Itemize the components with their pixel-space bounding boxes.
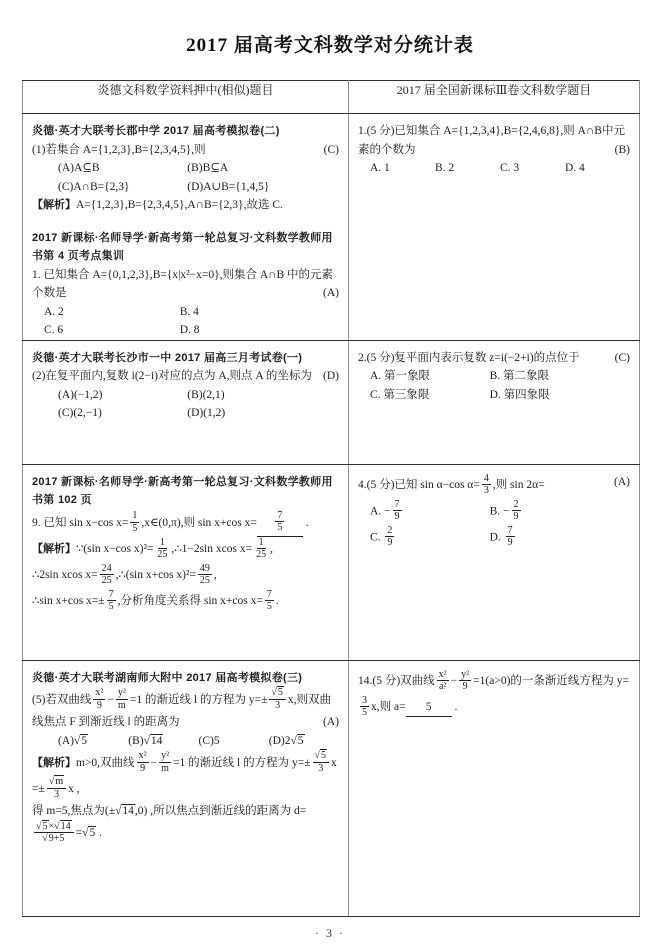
text-line: 2017 新课标·名师导学·新高考第一轮总复习·文科数学教师用书第 4 页考点集训 [32,231,333,262]
text-line: ∴2sin xcos x= $\frac{24}{25}$ ,∴(sin x+cos x)²= $\frac{49}{25}$ , [32,562,217,586]
text-line: 炎德·英才大联考湖南师大附中 2017 届高考模拟卷(三) [32,671,303,684]
option: (A)A⊆B [58,162,100,174]
option: D. $\frac{7}{9}$ [489,524,513,548]
problem-cell-right [349,340,640,464]
text-line: (2)在复平面内,复数 i(2−i)对应的点为 A,则点 A 的坐标为 (D) [32,367,339,386]
option: (D)2√5 [268,734,304,747]
problem-cell-left [23,114,349,341]
option: (B)(2,1) [187,388,225,401]
options-line [358,386,630,405]
text-line: 4.(5 分)已知 sin α−cos α= $\frac{4}{3}$ ,则 sin 2α= (A) [358,472,630,496]
option: B. 2 [435,162,455,174]
text-line: 炎德·英才大联考长沙市一中 2017 届高三月考试卷(一) [32,351,303,364]
text-line: 1.(5 分)已知集合 A={1,2,3,4},B={2,4,6,8},则 A∩B中元素的个数为 (B) [358,122,630,159]
answer-key: (B) [614,143,630,156]
options-line [32,178,339,197]
text-line: 【解析】m>0,双曲线 $\frac{\text{x²}}{9}$ − $\frac{\text{y²}}{m}$ =1 的渐近线 l 的方程为 y=± $\frac{√5}{3}$ x [32,750,337,774]
problem-cell-right [349,114,640,341]
header-row [23,81,640,114]
answer-key: (A) [323,716,339,728]
answer-key: (C) [323,143,339,156]
option: C. 第三象限 [370,388,430,401]
text-line: 得 m=5,焦点为(±√14,0) ,所以焦点到渐近线的距离为 d= [32,805,307,817]
page-number: · 3 · [315,925,345,940]
problems-body [23,114,640,917]
option: A. − $\frac{7}{9}$ [370,498,400,522]
problem-cell-right [349,464,640,660]
header-cell-left: 炎德文科数学资料押中(相似)题目 [23,81,349,114]
option: C. 3 [500,162,520,174]
option: B. 4 [179,305,199,318]
option: (C)A∩B={2,3} [58,180,130,193]
text-line: $\frac{√5\times√14}{√9+5}$ =√5 . [36,820,102,844]
option: A. 2 [44,305,64,318]
option: B. 第二象限 [489,370,550,382]
table-row [23,660,640,916]
text-line: 炎德·英才大联考长郡中学 2017 届高考模拟卷(二) [32,125,280,137]
text-line: 2.(5 分)复平面内表示复数 z=i(−2+i)的点位于 (C) [358,349,630,368]
table-row [23,340,640,464]
problem-cell-left [23,660,349,916]
text-line: 【解析】A={1,2,3},B={2,3,4,5},A∩B={2,3},故选 C. [32,199,283,211]
option: C. $\frac{2}{9}$ [370,524,393,548]
text-line: ∴sin x+cos x=± $\frac{7}{5}$ ,分析角度关系得 sin x+cos x= $\frac{7}{5}$ . [32,588,279,612]
problem-cell-left [23,340,349,464]
text-line: 2017 新课标·名师导学·新高考第一轮总复习·文科数学教师用书第 102 页 [32,475,333,506]
answer-key: (C) [614,351,630,364]
text-line: (5)若双曲线 $\frac{\text{x²}}{9}$ − $\frac{\text{y²}}{m}$ =1 的渐近线 l 的方程为 y=± $\frac{√5}{3}$ x,则双曲线焦点 F 到渐近线 l 的距离为 (A) [32,687,339,732]
answer-key: (A) [614,475,630,488]
option: A. 1 [370,162,390,174]
option: (D)A∪B={1,4,5} [187,180,270,193]
answer-key: (D) [323,370,339,382]
options-line [358,159,630,178]
options-line [32,159,339,178]
page-title: 2017 届高考文科数学对分统计表 [186,35,474,56]
answer-blank: 5 [406,698,452,718]
option: (C)5 [198,734,220,747]
option: D. 4 [565,162,585,174]
option: C. 6 [44,324,64,336]
option: (B)B⊆A [187,162,229,174]
option: D. 8 [179,324,200,336]
options-line [32,404,339,423]
options-line [358,367,630,386]
options-line [32,386,339,405]
answer-key: (A) [323,287,339,299]
comparison-table [22,80,640,917]
options-line [32,732,339,751]
problem-cell-right [349,660,640,916]
option: B. − $\frac{2}{9}$ [489,498,519,522]
text-line: =± $\frac{√m}{3}$ x , [32,776,80,800]
problem-cell-left [23,464,349,660]
table-row [23,114,640,341]
option: A. 第一象限 [370,370,431,382]
option: (A)(−1,2) [58,388,103,401]
option: (C)(2,−1) [58,407,102,419]
options-line [32,321,339,340]
header-cell-right: 2017 届全国新课标Ⅲ卷文科数学题目 [349,81,640,114]
options-line [32,303,339,322]
text-line: 14.(5 分)双曲线 $\frac{\text{x²}}{\text{a²}}$ − $\frac{\text{y²}}{9}$ =1(a>0)的一条渐近线方程为 y= $\frac{3}{5}$ x,则 a= 5 . [358,668,630,718]
text-line: 1. 已知集合 A={0,1,2,3},B={x|x²−x=0},则集合 A∩B 中的元素个数是 (A) [32,266,339,303]
answer-blank: $\frac{7}{5}$ [257,510,303,537]
table-row [23,464,640,660]
text-line: 【解析】∵(sin x−cos x)²= $\frac{1}{25}$ ,∴1−2sin xcos x= $\frac{1}{25}$ , [32,536,273,560]
text-line: (1)若集合 A={1,2,3},B={2,3,4,5},则 (C) [32,141,339,160]
option: (B)√14 [128,734,163,747]
options-line [358,525,630,551]
option: (D)(1,2) [187,407,226,419]
option: D. 第四象限 [489,388,550,401]
options-line [358,499,630,525]
option: (A)√5 [58,734,88,747]
text-line: 9. 已知 sin x−cos x= $\frac{1}{5}$ ,x∈(0,π),则 sin x+cos x= $\frac{7}{5}$ . [32,510,339,537]
